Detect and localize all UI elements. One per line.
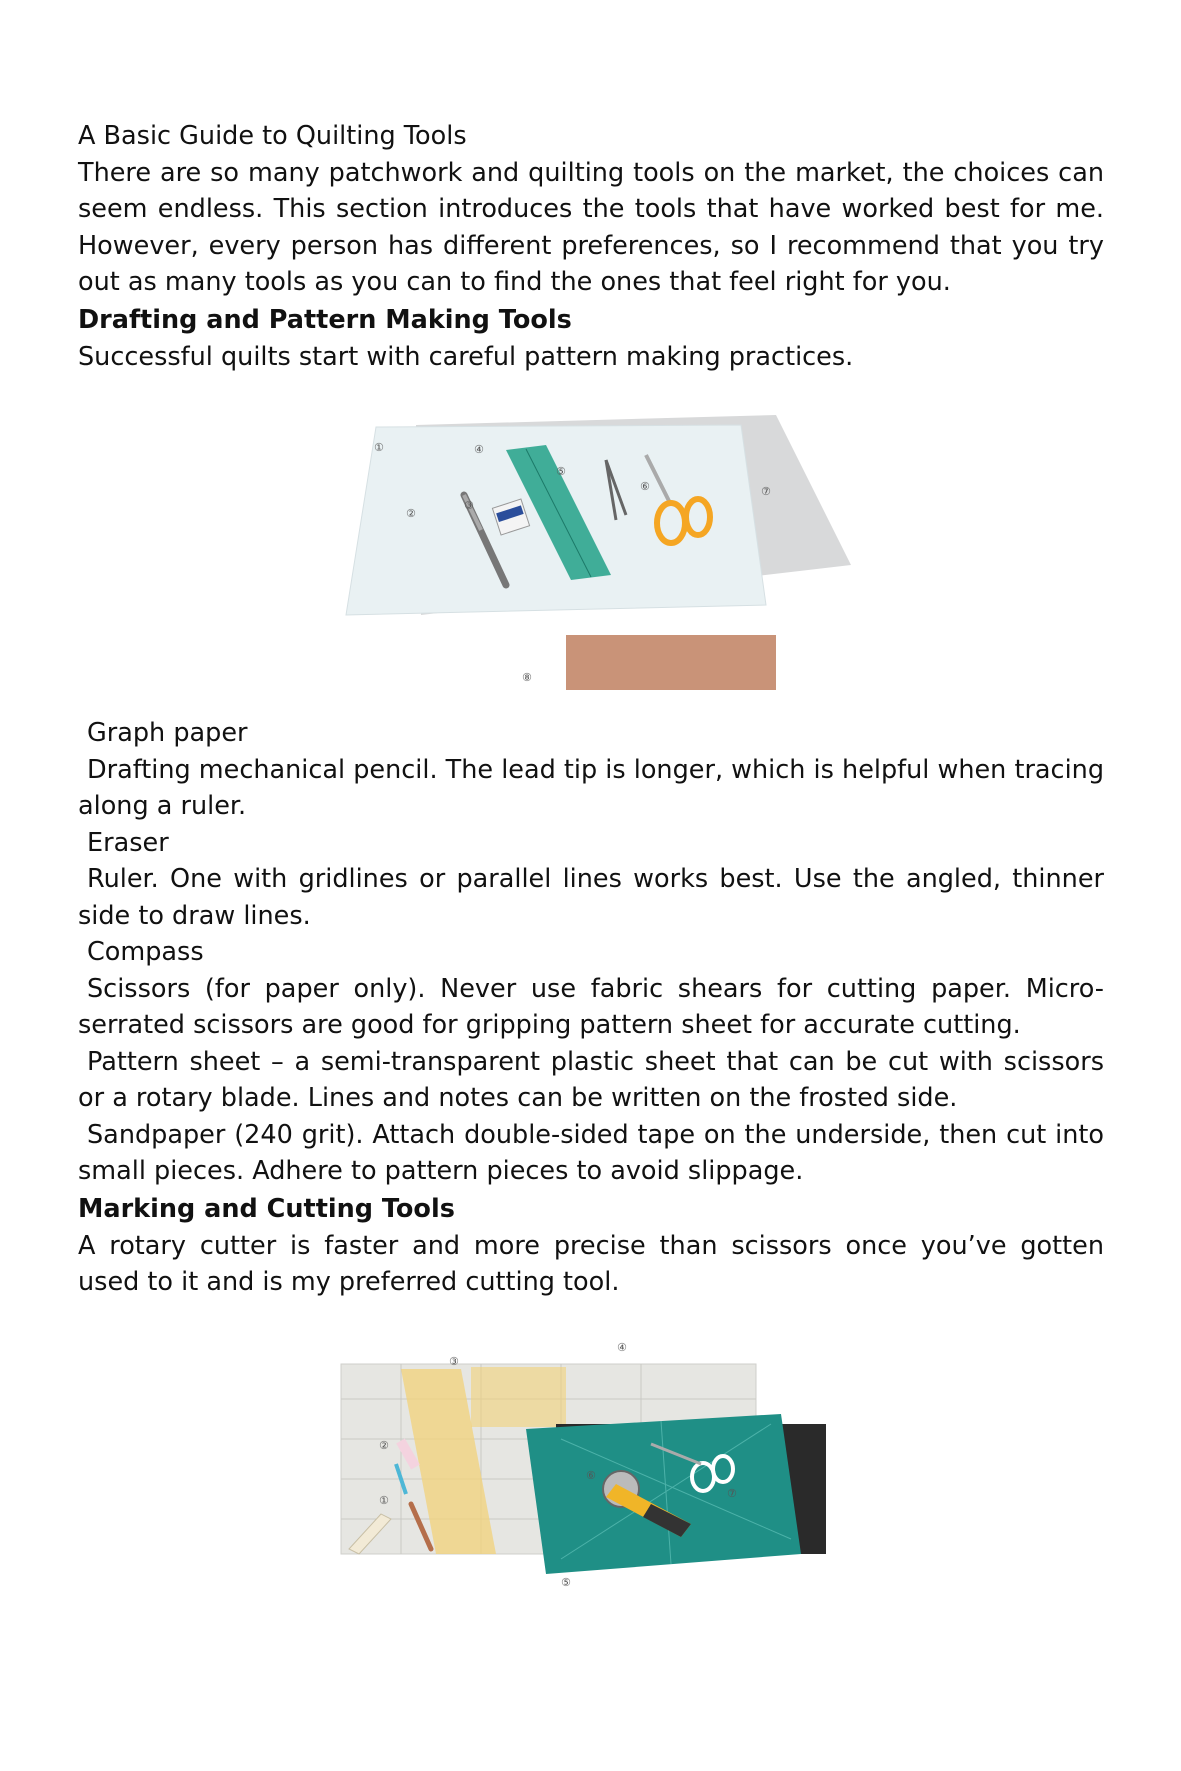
- figure-label: ⑦: [761, 485, 771, 498]
- figure-label: ⑤: [556, 465, 566, 478]
- figure-label: ④: [474, 443, 484, 456]
- figure-label: ①: [379, 1493, 389, 1507]
- intro-paragraph: There are so many patchwork and quilting tools on the market, the choices can seem endless. This section introduces the tools that have worked best for me. However, every person has different preferences, so I recommend that you try out as many tools as you can to find the ones that feel right for you.: [78, 157, 1104, 297]
- tool-item: Sandpaper (240 grit). Attach double-sided tape on the underside, then cut into small pieces. Adhere to pattern pieces to avoid slippage.: [78, 1119, 1104, 1186]
- drafting-tools-photo: [326, 405, 856, 705]
- tool-item: Compass: [87, 937, 204, 967]
- figure-label: ②: [379, 1438, 389, 1452]
- figure-label: ⑥: [586, 1468, 596, 1482]
- tool-item: Graph paper: [87, 718, 248, 748]
- figure-label: ①: [374, 441, 384, 454]
- document-page: [78, 118, 1104, 1589]
- tool-item: Scissors (for paper only). Never use fabric shears for cutting paper. Micro-serrated scissors are good for gripping pattern sheet for accurate cutting.: [78, 973, 1104, 1040]
- tool-item: Eraser: [87, 827, 169, 858]
- section-lead-drafting: Successful quilts start with careful pattern making practices.: [78, 341, 854, 372]
- figure-label: ④: [617, 1340, 627, 1354]
- tool-item: Ruler. One with gridlines or parallel lines works best. Use the angled, thinner side to draw lines.: [78, 864, 1104, 931]
- document-title: A Basic Guide to Quilting Tools: [78, 121, 467, 151]
- figure-label: ⑥: [640, 480, 650, 493]
- section-heading-drafting: Drafting and Pattern Making Tools: [78, 304, 572, 335]
- figure-label: ⑧: [522, 671, 532, 684]
- tool-item: Pattern sheet – a semi-transparent plastic sheet that can be cut with scissors or a rotary blade. Lines and notes can be written on the frosted side.: [78, 1046, 1104, 1113]
- figure-label: ③: [449, 1354, 459, 1368]
- figure-label: ③: [464, 499, 474, 512]
- figure-label: ⑤: [561, 1575, 571, 1589]
- cutting-tools-photo: [321, 1339, 861, 1589]
- section-heading-marking: Marking and Cutting Tools: [78, 1193, 455, 1224]
- tool-item: Drafting mechanical pencil. The lead tip is longer, which is helpful when tracing along a ruler.: [78, 754, 1105, 821]
- section-lead-marking: A rotary cutter is faster and more precise than scissors once you’ve gotten used to it and is my preferred cutting tool.: [78, 1230, 1104, 1297]
- figure-label: ②: [406, 507, 416, 520]
- figure-label: ⑦: [727, 1486, 737, 1500]
